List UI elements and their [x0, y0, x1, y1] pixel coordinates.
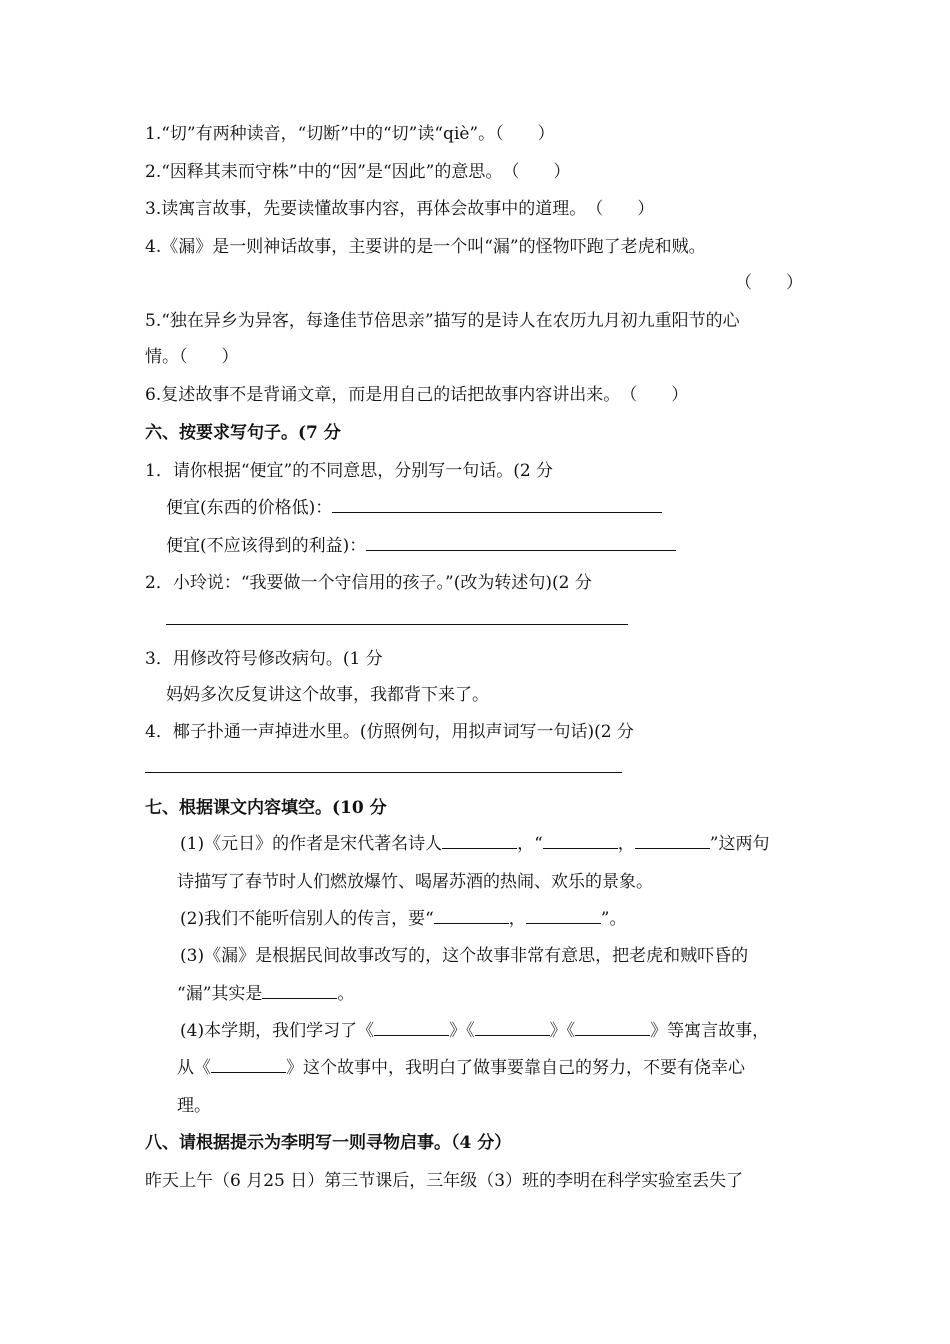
answer-blank[interactable] [366, 536, 676, 551]
s7-text: ， [508, 909, 526, 929]
section-6-heading: 六、按要求写句子。(7 分 [145, 423, 341, 443]
judge-item-6: 6.复述故事不是背诵文章，而是用自己的话把故事内容讲出来。 （ ） [145, 385, 689, 405]
s6-item-1a-label: 便宜(东西的价格低)： [166, 498, 333, 518]
answer-line[interactable] [166, 624, 628, 625]
section-8-heading: 八、请根据提示为李明写一则寻物启事。（4 分） [145, 1133, 512, 1153]
judge-item-4-paren: （ ） [735, 273, 803, 293]
s7-text: ”。 [600, 909, 627, 929]
answer-blank[interactable] [635, 834, 710, 849]
answer-blank[interactable] [374, 1021, 449, 1036]
s6-item-1b-label: 便宜(不应该得到的利益)： [166, 536, 367, 556]
s6-item-1: 1．请你根据“便宜”的不同意思，分别写一句话。(2 分 [145, 461, 554, 481]
answer-blank[interactable] [475, 1021, 550, 1036]
s7-item-2 [180, 909, 626, 929]
s7-item-4-line3: 理。 [177, 1096, 211, 1116]
s7-text: ”这两句 [709, 834, 770, 854]
judge-item-1: 1.“切”有两种读音，“切断”中的“切”读“qiè”。（ ） [145, 124, 555, 144]
s6-item-1b [166, 536, 676, 556]
answer-blank[interactable] [575, 1021, 650, 1036]
judge-item-3: 3.读寓言故事，先要读懂故事内容，再体会故事中的道理。 （ ） [145, 199, 655, 219]
s7-text: 》《 [549, 1021, 576, 1041]
s6-item-3-sentence: 妈妈多次反复讲这个故事，我都背下来了。 [166, 685, 489, 705]
answer-blank[interactable] [442, 834, 517, 849]
answer-blank[interactable] [332, 498, 662, 513]
s8-paragraph: 昨天上午（6 月25 日）第三节课后，三年级（3）班的李明在科学实验室丢失了 [145, 1171, 744, 1191]
s7-item-3-line2 [177, 984, 354, 1004]
answer-blank[interactable] [211, 1058, 286, 1073]
judge-item-4: 4.《漏》是一则神话故事，主要讲的是一个叫“漏”的怪物吓跑了老虎和贼。 [145, 237, 706, 257]
answer-blank[interactable] [262, 984, 337, 999]
s7-text: 》等寓言故事， [650, 1021, 770, 1041]
judge-item-5-line2: 情。（ ） [145, 347, 239, 367]
s6-item-4: 4．椰子扑通一声掉进水里。(仿照例句，用拟声词写一句话)(2 分 [145, 722, 634, 742]
answer-blank[interactable] [434, 909, 509, 924]
s7-text: 从《 [177, 1058, 211, 1078]
answer-blank[interactable] [543, 834, 618, 849]
s7-item-3-line1: (3)《漏》是根据民间故事改写的，这个故事非常有意思，把老虎和贼吓昏的 [180, 946, 749, 966]
s7-item-1-line2: 诗描写了春节时人们燃放爆竹、喝屠苏酒的热闹、欢乐的景象。 [177, 872, 653, 892]
s6-item-2: 2．小玲说：“我要做一个守信用的孩子。”(改为转述句)(2 分 [145, 573, 592, 593]
s7-text: 》这个故事中，我明白了做事要靠自己的努力，不要有侥幸心 [286, 1058, 745, 1078]
s7-item-1-line1 [180, 834, 770, 854]
judge-item-5-line1: 5.“独在异乡为异客，每逢佳节倍思亲”描写的是诗人在农历九月初九重阳节的心 [145, 311, 740, 331]
s7-text: 》《 [449, 1021, 475, 1041]
s7-item-4-line2 [177, 1058, 745, 1078]
s7-text: (2)我们不能听信别人的传言，要“ [180, 909, 434, 929]
answer-blank[interactable] [526, 909, 601, 924]
s7-text: (1)《元日》的作者是宋代著名诗人 [180, 834, 443, 854]
s7-text: ， [617, 834, 635, 854]
judge-item-2: 2.“因释其耒而守株”中的“因”是“因此”的意思。 （ ） [145, 162, 571, 182]
answer-line[interactable] [145, 772, 622, 773]
s7-text: ，“ [517, 834, 543, 854]
s7-text: (4)本学期，我们学习了《 [180, 1021, 375, 1041]
s6-item-3: 3．用修改符号修改病句。(1 分 [145, 649, 383, 669]
s6-item-1a [166, 498, 662, 518]
s7-text: 。 [337, 984, 355, 1004]
section-7-heading: 七、根据课文内容填空。(10 分 [145, 798, 387, 818]
s7-text: “漏”其实是 [177, 984, 263, 1004]
s7-item-4-line1 [180, 1021, 769, 1041]
